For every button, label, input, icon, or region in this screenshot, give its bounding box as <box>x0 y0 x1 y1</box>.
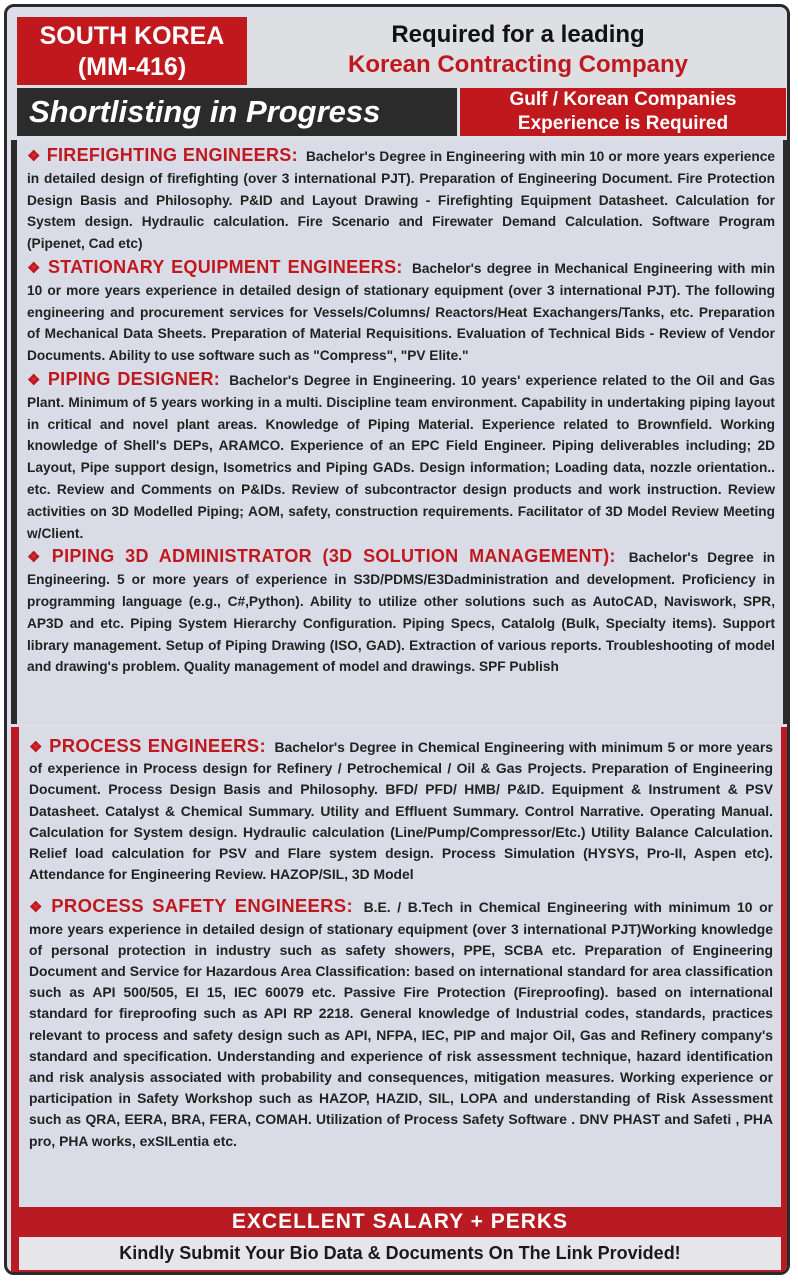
gulf-line-2: Experience is Required <box>517 113 729 134</box>
country-name: SOUTH KOREA <box>39 22 225 50</box>
job-title: PIPING DESIGNER: <box>47 368 221 389</box>
diamond-bullet-icon: ❖ <box>29 899 46 917</box>
submit-instruction: Kindly Submit Your Bio Data & Documents On The Link Provided! <box>11 1237 789 1273</box>
diamond-bullet-icon: ❖ <box>27 148 41 165</box>
job-description: Bachelor's Degree in Chemical Engineering with minimum 5 or more years of experience in Process design for Refinery / Petrochemical / Oil & Gas Projects. Preparation of Engineering Document. Process Design Basis and Philosophy. BFD/ PFD/ HMB/ P&ID. Equipment & Instrument & PSV Datasheet. Catalyst & Chemical Summary. Utility and Effluent Summary. Control Narrative. Operating Manual. Calculation for System design. Hydraulic calculation (Line/Pump/Compressor/Etc.) Utility Balance Calculation. Relief load calculation for PSV and Flare system design. Process Simulation (HYSYS, Pro-II, Aspen etc). Attendance for Engineering Review. HAZOP/SIL, 3D Model <box>29 739 773 883</box>
diamond-bullet-icon: ❖ <box>29 739 44 756</box>
reference-code: (MM-416) <box>77 53 187 81</box>
advertisement-frame <box>4 4 790 1275</box>
job-title: PROCESS SAFETY ENGINEERS: <box>51 895 353 917</box>
experience-required-box <box>460 88 786 136</box>
job-listing <box>27 257 775 367</box>
job-listing <box>27 145 775 255</box>
diamond-bullet-icon: ❖ <box>27 259 42 277</box>
job-description: Bachelor's Degree in Engineering with min 10 or more years experience in detailed design of firefighting (over 3 international PJT). Preparation of Engineering Document. Fire Protection Design Basis and Philosophy. P&ID and Layout Drawing - Firefighting Equipment Datasheet. Calculation for System design. Hydraulic calculation. Fire Scenario and Firewater Demand Calculation. Software Program (Pipenet, Cad etc) <box>27 149 775 252</box>
shortlisting-banner: Shortlisting in Progress <box>17 88 457 136</box>
job-title: PROCESS ENGINEERS: <box>49 735 266 756</box>
job-title: PIPING 3D ADMINISTRATOR (3D SOLUTION MANAGEMENT): <box>51 546 616 567</box>
diamond-bullet-icon: ❖ <box>27 371 42 389</box>
gulf-line-1: Gulf / Korean Companies <box>509 89 737 110</box>
required-line-2: Korean Contracting Company <box>347 51 689 78</box>
jobs-section-1 <box>11 140 789 724</box>
salary-banner: EXCELLENT SALARY + PERKS <box>11 1207 789 1237</box>
job-title: STATIONARY EQUIPMENT ENGINEERS: <box>47 256 403 277</box>
job-description: B.E. / B.Tech in Chemical Engineering with minimum 10 or more years experience in detailed design of stationary equipment (over 3 international PJT)Working knowledge of personal protection in industry such as safety showers, PPE, SCBA etc. Preparation of Engineering Document and Service for Hazardous Area Classification: based on international standard for area classification such as API 500/505, EI 15, IEC 60079 etc. Passive Fire Protection (Fireproofing). based on international standard for fireproofing such as API RP 2218. General knowledge of Industrial codes, standards, practices relevant to process and safety design such as API, NFPA, IEC, PIP and major Oil, Gas and Refinery company's standard and specification. Understanding and experience of risk assessment technique, hazard identification and risk analysis associated with probability and consequences, mitigation measures. Working experience or participation in Safety Workshop such as HAZOP, HAZID, SIL, LOPA and understanding of Risk Assessment such as QRA, EERA, BRA, FERA, COMAH. Utilization of Process Safety Software . DNV PHAST and Safeti , PHA pro, PHA works, exSILentia etc. <box>29 899 773 1149</box>
job-description: Bachelor's Degree in Engineering. 5 or more years of experience in S3D/PDMS/E3Dadministration and development. Proficiency in programming language (e.g., C#,Python). Ability to utilize other solutions such as AutoCAD, Naviswork, SPR, AP3D and etc. Piping System Hierarchy Configuration. Piping Specs, Catalolg (Bulk, Specialty items). Support library management. Setup of Piping Drawing (ISO, GAD). Extraction of various reports. Troubleshooting of model and drawing's problem. Quality management of model and drawings. SPF Publish <box>27 550 775 675</box>
job-listing <box>27 369 775 544</box>
job-title: FIREFIGHTING ENGINEERS: <box>46 145 298 165</box>
job-listing <box>29 735 773 885</box>
job-description: Bachelor's degree in Mechanical Engineering with min 10 or more years experience in detailed design of stationary equipment (over 3 international PJT). The following engineering and procurement services for Vessels/Columns/ Reactors/Heat Exachangers/Tanks, etc. Preparation of Mechanical Data Sheets. Preparation of Material Requisitions. Evaluation of Technical Bids - Review of Vendor Documents. Ability to use software such as "Compress", "PV Elite." <box>27 260 775 364</box>
jobs-section-2 <box>11 727 789 1207</box>
job-listing <box>27 546 775 678</box>
country-box <box>17 17 247 85</box>
diamond-bullet-icon: ❖ <box>27 549 46 567</box>
job-description: Bachelor's Degree in Engineering. 10 years' experience related to the Oil and Gas Plant. Minimum of 5 years working in a multi. Discipline team environment. Capability in undertaking piping layout in critical and novel plant areas. Knowledge of Piping Material. Experience related to Brownfield. Working knowledge of Shell's DEPs, ARAMCO. Experience of an EPC Field Engineer. Piping deliverables including; 2D Layout, Pipe support design, Isometrics and Piping GADs. Design information; Loading data, nozzle orientation.. etc. Review and Comments on P&IDs. Review of subcontractor design products and work instruction. Review activities on 3D Modelled Piping; AOM, safety, construction requirements. Facilitator of 3D Model Review Meeting w/Client. <box>27 372 776 541</box>
required-line-1: Required for a leading <box>391 21 645 48</box>
job-listing <box>29 895 773 1151</box>
required-for-box <box>250 17 786 85</box>
